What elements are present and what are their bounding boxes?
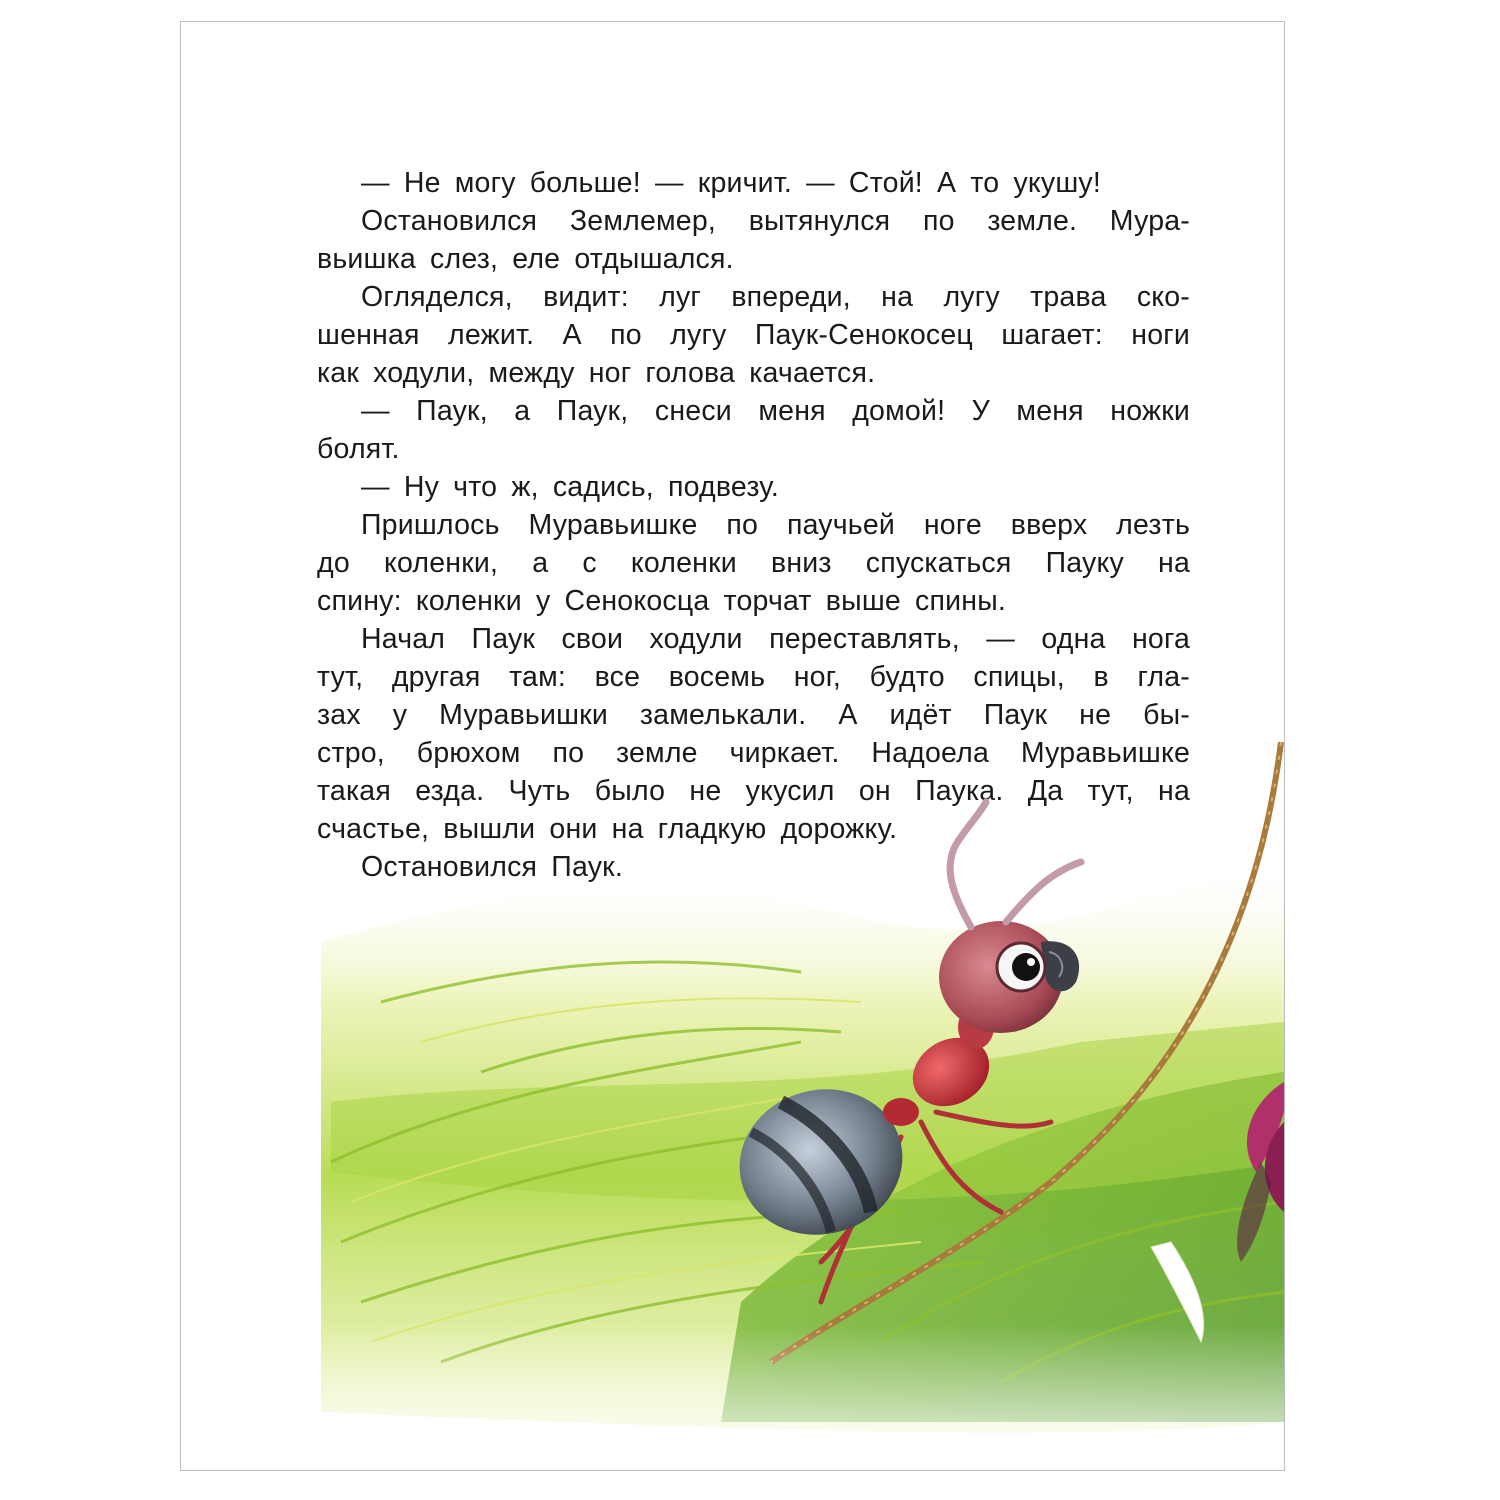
text-line: Пришлось Муравьишке по паучьей ноге вверх лезть [361, 509, 1190, 541]
ant-illustration [181, 742, 1284, 1470]
text-line: болят. [317, 433, 400, 465]
text-line: спину: коленки у Сенокосца торчат выше спины. [317, 585, 1006, 617]
text-line: — Паук, а Паук, снеси меня домой! У меня ножки [361, 395, 1190, 427]
text-line: вьишка слез, еле отдышался. [317, 243, 734, 275]
text-line: зах у Муравьишки замелькали. А идёт Паук не бы- [317, 699, 1190, 731]
text-line: шенная лежит. А по лугу Паук-Сенокосец шагает: ноги [317, 319, 1190, 351]
text-line: — Не могу больше! — кричит. — Стой! А то укушу! [361, 167, 1101, 199]
text-line: Остановился Землемер, вытянулся по земле. Мура- [361, 205, 1190, 237]
text-line: — Ну что ж, садись, подвезу. [361, 471, 779, 503]
text-line: Огляделся, видит: луг впереди, на лугу трава ско- [361, 281, 1190, 313]
book-page [180, 21, 1285, 1471]
text-line: до коленки, а с коленки вниз спускаться Пауку на [317, 547, 1190, 579]
text-line: тут, другая там: все восемь ног, будто спицы, в гла- [317, 661, 1190, 693]
text-line: Начал Паук свои ходули переставлять, — одна нога [361, 623, 1190, 655]
text-line: как ходули, между ног голова качается. [317, 357, 876, 389]
